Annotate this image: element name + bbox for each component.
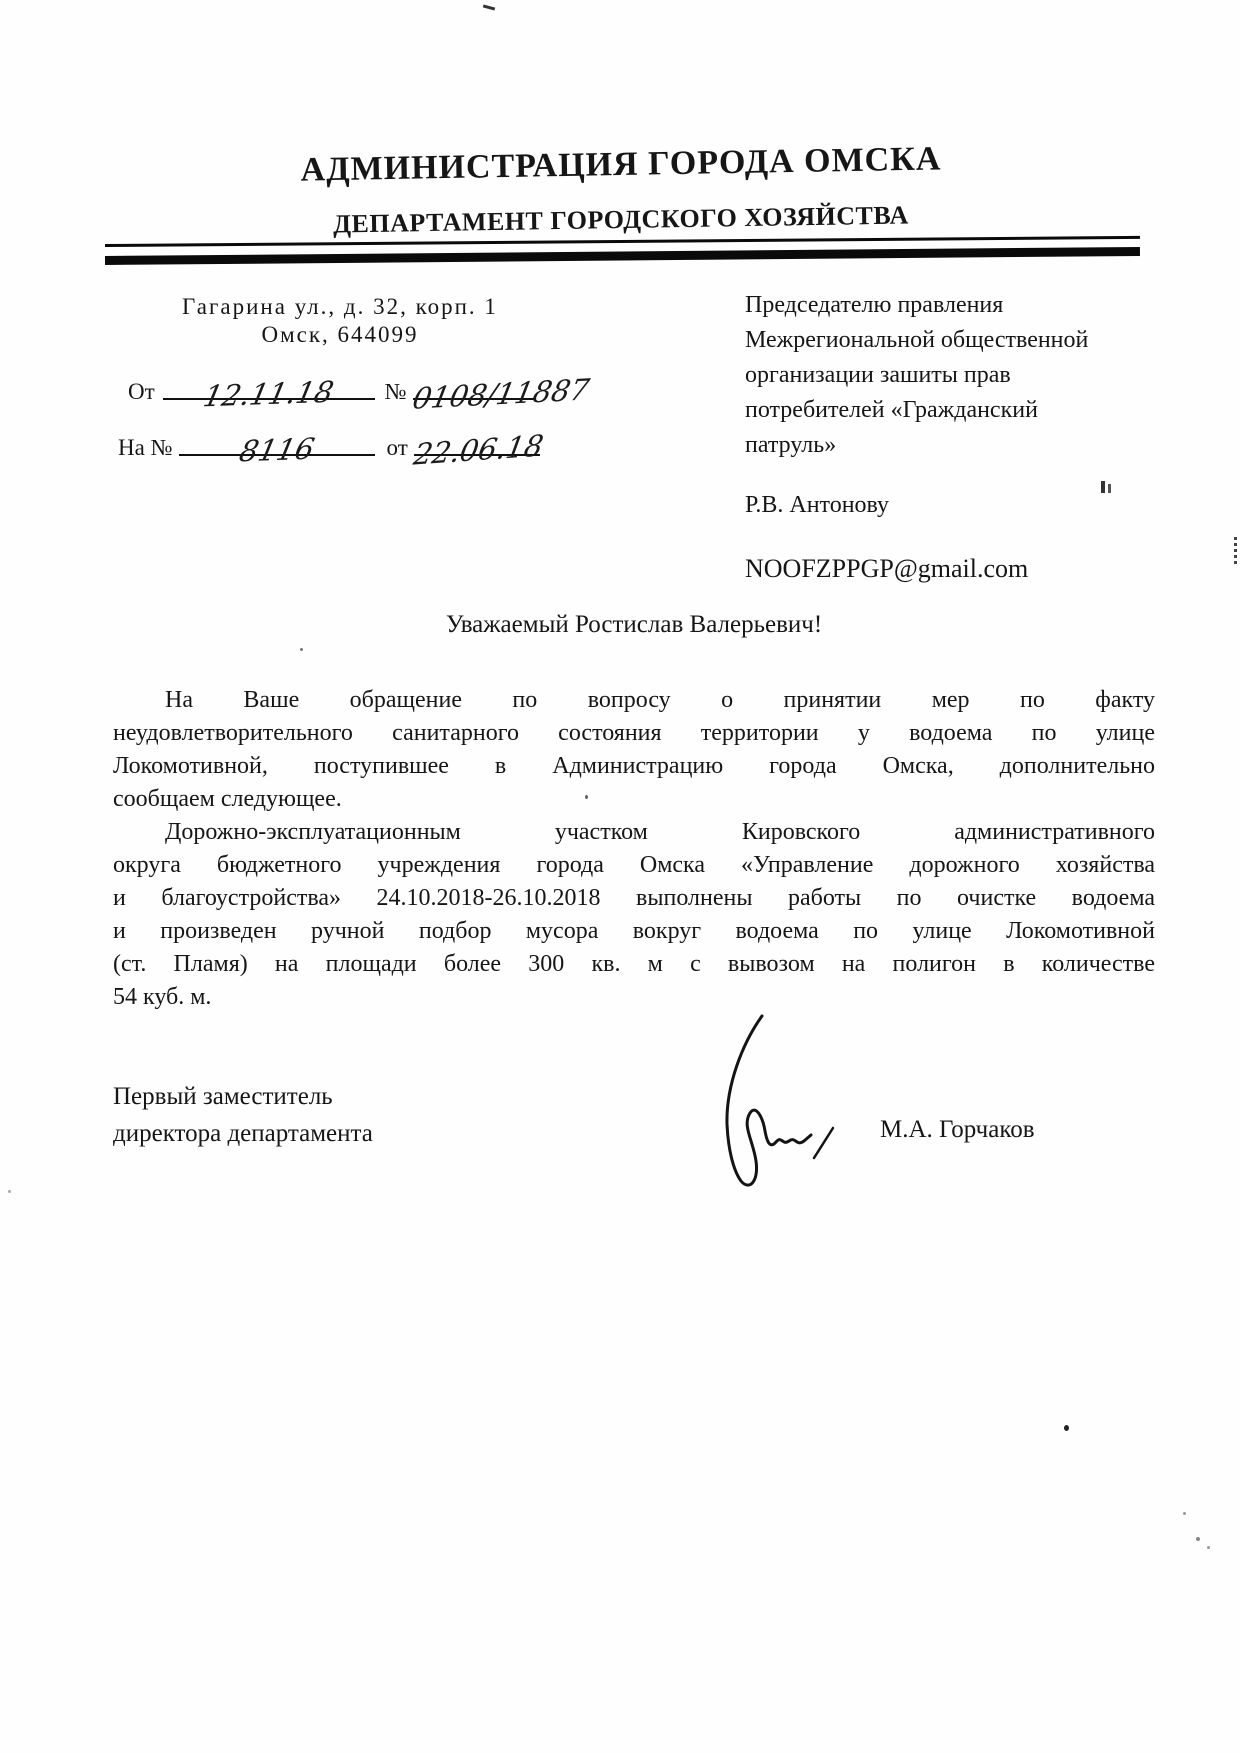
body-line: неудовлетворительного санитарного состояния территории у водоема по улице — [113, 720, 1155, 746]
body-line: Локомотивной, поступившее в Администрацию города Омска, дополнительно — [113, 753, 1155, 779]
outgoing-reference-line — [128, 372, 592, 416]
scan-artifact — [300, 648, 303, 651]
recipient-name: Р.В. Антонову — [745, 492, 890, 518]
signer-title-line2: директора департамента — [113, 1120, 373, 1147]
from-date-underline — [163, 372, 375, 414]
signer-name: М.А. Горчаков — [880, 1116, 1035, 1143]
scan-artifact — [8, 1190, 11, 1193]
from-date-handwritten: 12.11.18 — [200, 374, 337, 414]
body-line: и произведен ручной подбор мусора вокруг водоема по улице Локомотивной — [113, 918, 1155, 944]
body-line: На Ваше обращение по вопросу о принятии мер по факту — [165, 687, 1155, 713]
incoming-reference-line — [118, 428, 546, 472]
from-label: От — [128, 379, 155, 404]
number-label: № — [384, 379, 407, 404]
outgoing-number-underline — [409, 372, 592, 416]
scan-artifact — [1183, 1512, 1186, 1515]
scan-artifact — [1234, 537, 1237, 565]
body-line: Дорожно-эксплуатационным участком Кировского административного — [165, 819, 1155, 845]
handwritten-signature — [690, 1010, 850, 1200]
sender-address-line1: Гагарина ул., д. 32, корп. 1 — [182, 294, 498, 319]
scan-artifact — [1101, 481, 1105, 493]
signer-title-line1: Первый заместитель — [113, 1083, 333, 1110]
scan-artifact — [1108, 484, 1111, 493]
recipient-line: организации зашиты прав — [745, 362, 1011, 388]
scan-artifact — [1064, 1425, 1069, 1431]
reply-date-underline — [410, 428, 546, 472]
header-rule-thick — [105, 247, 1140, 265]
body-line: 54 куб. м. — [113, 984, 212, 1010]
recipient-line: Председателю правления — [745, 292, 1004, 318]
recipient-line: патруль» — [745, 432, 837, 458]
scan-artifact — [1207, 1546, 1210, 1549]
outgoing-number-handwritten: 0108/11887 — [409, 372, 592, 416]
reply-date-handwritten: 22.06.18 — [410, 428, 546, 472]
recipient-email: NOOFZPPGP@gmail.com — [745, 554, 1029, 583]
body-line: округа бюджетного учреждения города Омска «Управление дорожного хозяйства — [113, 852, 1155, 878]
scan-artifact — [1196, 1537, 1200, 1541]
body-line: (ст. Пламя) на площади более 300 кв. м с вывозом на полигон в количестве — [113, 951, 1155, 977]
body-line: и благоустройства» 24.10.2018-26.10.2018 выполнены работы по очистке водоема — [113, 885, 1155, 911]
recipient-block — [745, 288, 1088, 463]
department-title: ДЕПАРТАМЕНТ ГОРОДСКОГО ХОЗЯЙСТВА — [332, 200, 910, 239]
reply-number-underline — [179, 428, 375, 469]
sender-address-line2: Омск, 644099 — [261, 322, 419, 347]
recipient-line: Межрегиональной общественной — [745, 327, 1089, 353]
scan-artifact — [483, 4, 495, 10]
body-line: сообщаем следующее. — [113, 786, 342, 812]
scan-artifact — [585, 795, 588, 799]
signature-squiggle-icon — [690, 1010, 850, 1195]
organization-title: АДМИНИСТРАЦИЯ ГОРОДА ОМСКА — [300, 140, 942, 189]
salutation: Уважаемый Ростислав Валерьевич! — [445, 611, 823, 638]
reply-number-handwritten: 8116 — [235, 431, 318, 469]
reply-number-label: На № — [118, 435, 173, 460]
recipient-line: потребителей «Гражданский — [745, 397, 1038, 423]
reply-date-label: от — [386, 435, 408, 460]
sender-address — [175, 293, 505, 349]
